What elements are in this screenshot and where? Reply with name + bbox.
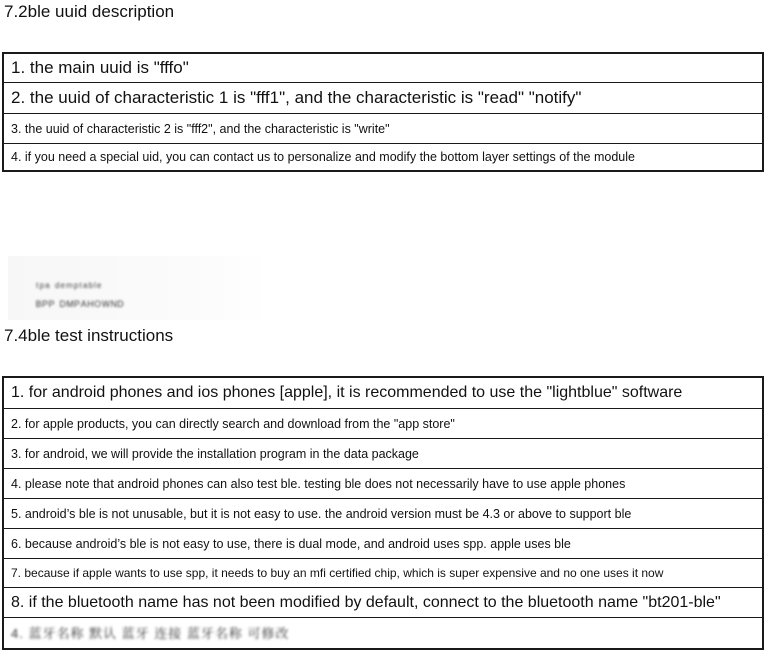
blurred-line: ᴮᴾᴾ ᴰᴹᴾᴬᴴᴼᵂᴺᴰ (36, 298, 125, 313)
blurred-line: ᵗᵖᵃ ᵈᵉᵐᵖᵗᵃᵇˡᵉ (36, 280, 103, 294)
table-row: 8. if the bluetooth name has not been modified by default, connect to the bluetooth name "bt201-ble" (4, 588, 762, 618)
table-row: 2. the uuid of characteristic 1 is "fff1", and the characteristic is "read" "notify" (4, 83, 762, 114)
table-row: 5. android’s ble is not unusable, but it is not easy to use. the android version must be 4.3 or above to support ble (4, 499, 762, 529)
table-row: 4. if you need a special uid, you can contact us to personalize and modify the bottom layer settings of the module (11, 150, 635, 164)
table-row: 6. because android’s ble is not easy to use, there is dual mode, and android uses spp. apple uses ble (4, 529, 762, 559)
uuid-table (2, 52, 764, 172)
table-row: 7. because if apple wants to use spp, it needs to buy an mfi certified chip, which is super expensive and no one uses it now (4, 559, 762, 588)
blurred-fragment (8, 256, 270, 320)
table-row: 1. the main uuid is "fffo" (4, 54, 762, 83)
section-heading-uuid: 7.2ble uuid description (4, 2, 175, 21)
test-instructions-table (2, 376, 764, 650)
table-row: 2. for apple products, you can directly search and download from the "app store" (4, 409, 762, 439)
table-row: 3. the uuid of characteristic 2 is "fff2", and the characteristic is "write" (4, 114, 762, 144)
table-row-blurred: 4. 蓝牙名称 默认 蓝牙 连接 蓝牙名称 可修改 (11, 625, 290, 641)
table-row: 4. please note that android phones can also test ble. testing ble does not necessarily have to use apple phones (4, 469, 762, 499)
table-row: 3. for android, we will provide the installation program in the data package (4, 439, 762, 469)
table-row: 1. for android phones and ios phones [apple], it is recommended to use the "lightblue" software (4, 378, 762, 409)
section-heading-test: 7.4ble test instructions (4, 326, 174, 345)
